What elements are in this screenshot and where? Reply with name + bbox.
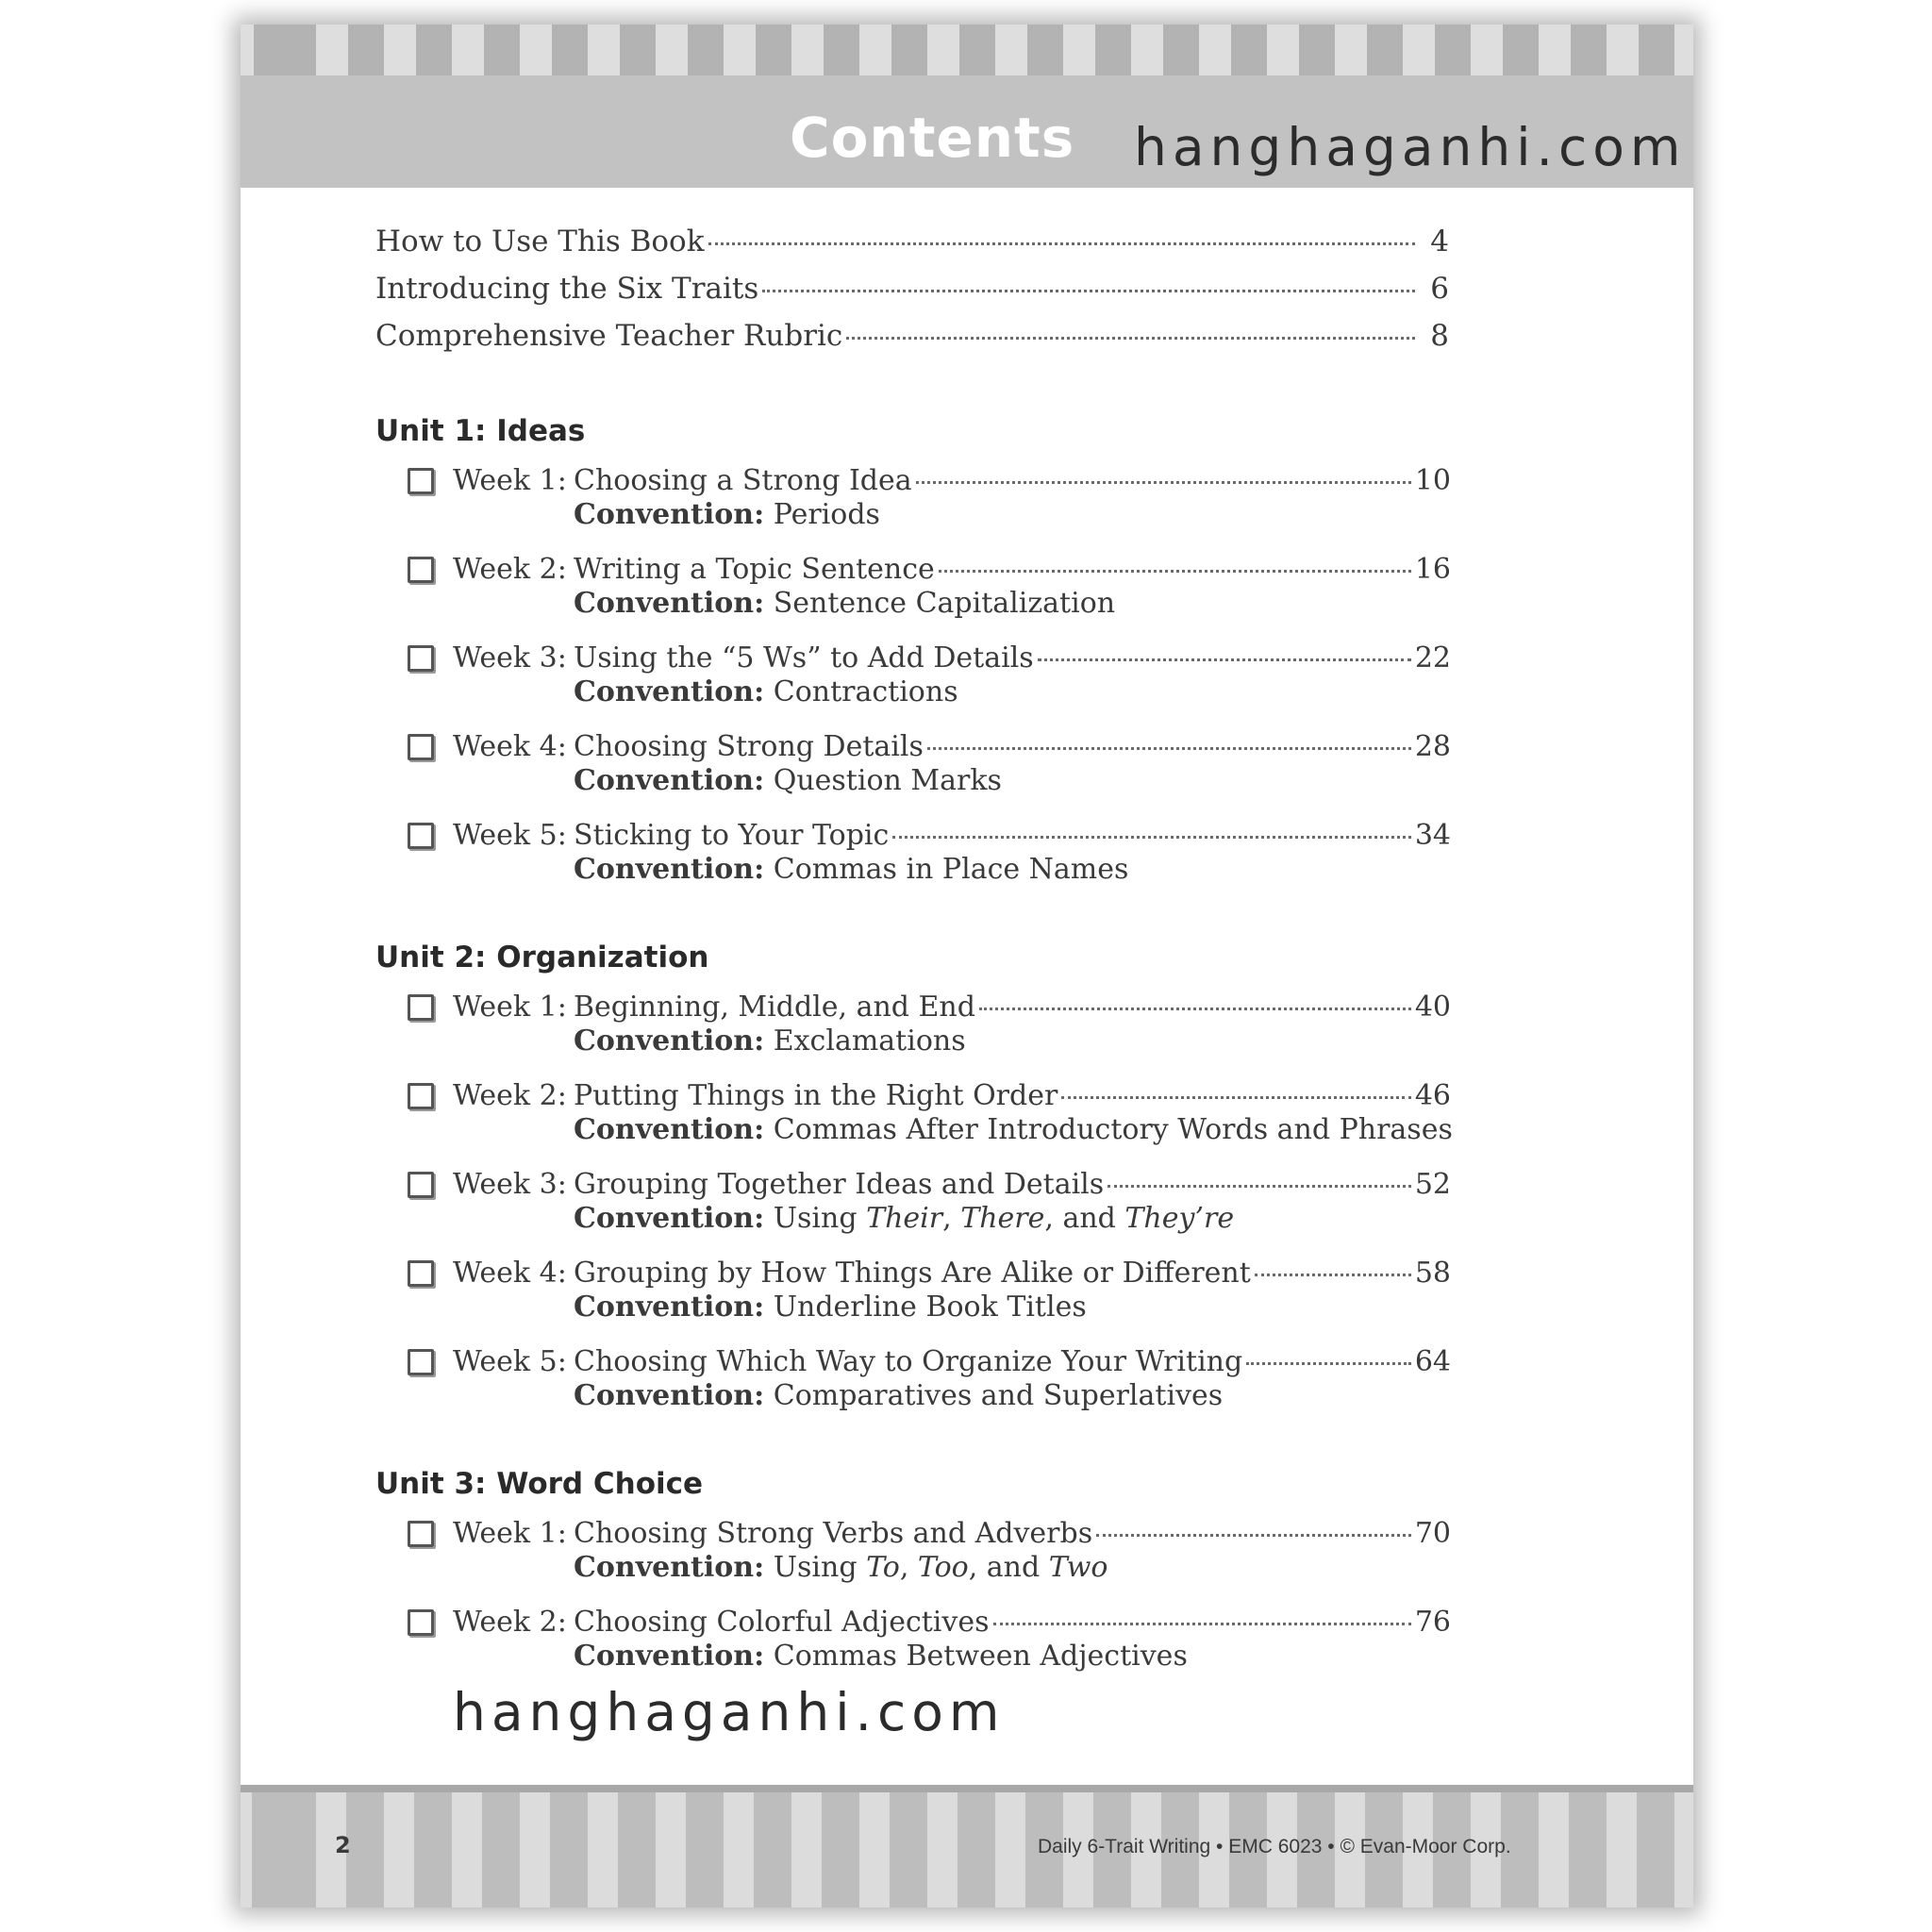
toc-entry-page: 8: [1430, 319, 1449, 353]
week-entry: [375, 1162, 1451, 1251]
convention-line: [574, 587, 1115, 620]
convention-label: Convention:: [574, 1379, 765, 1412]
toc-entry-title: Introducing the Six Traits: [375, 272, 759, 306]
convention-text-part: ,: [942, 1202, 961, 1235]
footer-credit: Daily 6-Trait Writing • EMC 6023 • © Evan-Moor Corp.: [1038, 1836, 1511, 1857]
week-title: Choosing Which Way to Organize Your Writing: [574, 1345, 1243, 1378]
convention-label: Convention:: [574, 675, 765, 708]
dot-leader: [846, 337, 1415, 340]
week-title: Writing a Topic Sentence: [574, 553, 935, 586]
convention-line: [574, 1024, 966, 1058]
convention-line: [574, 1113, 1453, 1146]
week-label: Week 5:: [453, 819, 567, 852]
week-label: Week 2:: [453, 1606, 567, 1639]
toc-entry-title: Comprehensive Teacher Rubric: [375, 319, 843, 353]
convention-line: [574, 498, 880, 531]
week-checkbox[interactable]: [408, 1349, 434, 1375]
convention-italic-word: They’re: [1124, 1202, 1235, 1235]
convention-line: [574, 1379, 1223, 1412]
week-checkbox[interactable]: [408, 994, 434, 1021]
footer-page-number: 2: [335, 1832, 351, 1858]
convention-text: Question Marks: [773, 764, 1002, 797]
document-page: [241, 25, 1693, 1907]
week-title: Using the “5 Ws” to Add Details: [574, 641, 1034, 675]
convention-text-part: Using: [773, 1551, 867, 1584]
week-title: Choosing a Strong Idea: [574, 464, 912, 497]
dot-leader: [979, 1008, 1411, 1010]
week-label: Week 1:: [453, 1517, 567, 1550]
convention-text: Commas Between Adjectives: [773, 1640, 1188, 1673]
week-page: 52: [1414, 1168, 1451, 1201]
convention-line: [574, 1291, 1087, 1324]
convention-label: Convention:: [574, 1291, 765, 1324]
convention-label: Convention:: [574, 764, 765, 797]
week-page: 64: [1414, 1345, 1451, 1378]
dot-leader: [939, 570, 1411, 573]
dot-leader: [916, 481, 1411, 484]
dot-leader: [708, 242, 1415, 245]
convention-label: Convention:: [574, 587, 765, 620]
week-entry: [375, 1074, 1451, 1162]
week-entry: [375, 547, 1451, 636]
convention-italic-word: There: [960, 1202, 1045, 1235]
week-title: Putting Things in the Right Order: [574, 1079, 1058, 1112]
convention-label: Convention:: [574, 1113, 765, 1146]
week-entry: [375, 1511, 1451, 1600]
convention-label: Convention:: [574, 1551, 765, 1584]
week-page: 22: [1414, 641, 1451, 675]
dot-leader: [993, 1623, 1412, 1625]
week-page: 70: [1414, 1517, 1451, 1550]
dot-leader: [1108, 1185, 1411, 1188]
convention-italic-word: Their: [866, 1202, 943, 1235]
week-page: 10: [1414, 464, 1451, 497]
week-label: Week 2:: [453, 1079, 567, 1112]
watermark-bottom: hanghaganhi.com: [453, 1682, 1006, 1742]
toc-entry[interactable]: [375, 225, 1449, 272]
unit-heading: Unit 3: Word Choice: [375, 1467, 704, 1501]
dot-leader: [762, 290, 1415, 292]
week-checkbox[interactable]: [408, 734, 434, 760]
dot-leader: [1096, 1534, 1411, 1537]
convention-text: Exclamations: [773, 1024, 966, 1058]
toc-entry[interactable]: [375, 272, 1449, 319]
convention-line: [574, 764, 1002, 797]
unit-heading: Unit 1: Ideas: [375, 414, 586, 448]
week-checkbox[interactable]: [408, 1083, 434, 1109]
week-checkbox[interactable]: [408, 1260, 434, 1287]
week-checkbox[interactable]: [408, 557, 434, 583]
week-title: Beginning, Middle, and End: [574, 991, 975, 1024]
week-checkbox[interactable]: [408, 468, 434, 494]
unit-heading: Unit 2: Organization: [375, 941, 709, 974]
week-entry: [375, 813, 1451, 902]
week-checkbox[interactable]: [408, 1521, 434, 1547]
week-label: Week 4:: [453, 1257, 567, 1290]
week-entry: [375, 636, 1451, 724]
week-entry: [375, 1251, 1451, 1340]
week-title: Grouping by How Things Are Alike or Different: [574, 1257, 1251, 1290]
convention-text: [774, 1551, 1108, 1584]
convention-italic-word: Two: [1048, 1551, 1108, 1584]
week-page: 28: [1414, 730, 1451, 763]
week-checkbox[interactable]: [408, 1609, 434, 1636]
week-page: 34: [1414, 819, 1451, 852]
week-checkbox[interactable]: [408, 645, 434, 672]
week-entry: [375, 985, 1451, 1074]
convention-text: Commas in Place Names: [773, 853, 1129, 886]
convention-text: Periods: [773, 498, 880, 531]
week-entry: [375, 1340, 1451, 1428]
week-page: 40: [1414, 991, 1451, 1024]
week-title: Grouping Together Ideas and Details: [574, 1168, 1105, 1201]
week-checkbox[interactable]: [408, 823, 434, 849]
convention-text: Comparatives and Superlatives: [773, 1379, 1224, 1412]
convention-line: [574, 675, 958, 708]
week-title: Choosing Strong Details: [574, 730, 924, 763]
week-checkbox[interactable]: [408, 1172, 434, 1198]
convention-text-part: , and: [1044, 1202, 1125, 1235]
dot-leader: [1255, 1274, 1411, 1276]
header-stripes: [241, 25, 1693, 75]
convention-line: [574, 853, 1128, 886]
convention-text: Commas After Introductory Words and Phrases: [773, 1113, 1453, 1146]
dot-leader: [892, 836, 1411, 839]
convention-label: Convention:: [574, 853, 765, 886]
convention-line: [574, 1202, 1234, 1235]
watermark-top: hanghaganhi.com: [1134, 117, 1687, 177]
dot-leader: [1061, 1096, 1411, 1099]
week-entry: [375, 1600, 1451, 1689]
toc-entry-page: 6: [1430, 272, 1449, 306]
table-of-contents: [375, 225, 1489, 1689]
convention-text: Contractions: [773, 675, 958, 708]
convention-text-part: Using: [773, 1202, 867, 1235]
convention-text: [774, 1202, 1234, 1235]
week-label: Week 4:: [453, 730, 567, 763]
week-title: Choosing Colorful Adjectives: [574, 1606, 990, 1639]
toc-entry-page: 4: [1430, 225, 1449, 258]
convention-italic-word: Too: [917, 1551, 969, 1584]
convention-text-part: ,: [899, 1551, 918, 1584]
convention-text: Underline Book Titles: [773, 1291, 1087, 1324]
page-title: Contents: [790, 106, 1075, 170]
dot-leader: [927, 747, 1411, 750]
week-label: Week 3:: [453, 1168, 567, 1201]
toc-entry[interactable]: [375, 319, 1449, 366]
week-page: 76: [1414, 1606, 1451, 1639]
week-page: 46: [1414, 1079, 1451, 1112]
week-page: 58: [1414, 1257, 1451, 1290]
convention-text: Sentence Capitalization: [773, 587, 1116, 620]
week-entry: [375, 724, 1451, 813]
footer-shade: [241, 1785, 1693, 1792]
week-label: Week 1:: [453, 991, 567, 1024]
week-label: Week 5:: [453, 1345, 567, 1378]
week-entry: [375, 458, 1451, 547]
convention-line: [574, 1640, 1188, 1673]
footer-band: [241, 1785, 1693, 1907]
week-label: Week 2:: [453, 553, 567, 586]
convention-label: Convention:: [574, 498, 765, 531]
convention-label: Convention:: [574, 1024, 765, 1058]
week-label: Week 3:: [453, 641, 567, 675]
week-title: Choosing Strong Verbs and Adverbs: [574, 1517, 1093, 1550]
convention-label: Convention:: [574, 1202, 765, 1235]
dot-leader: [1038, 658, 1411, 661]
convention-line: [574, 1551, 1108, 1584]
convention-text-part: , and: [968, 1551, 1049, 1584]
week-title: Sticking to Your Topic: [574, 819, 890, 852]
week-page: 16: [1414, 553, 1451, 586]
week-label: Week 1:: [453, 464, 567, 497]
convention-italic-word: To: [866, 1551, 900, 1584]
dot-leader: [1246, 1362, 1411, 1365]
convention-label: Convention:: [574, 1640, 765, 1673]
toc-entry-title: How to Use This Book: [375, 225, 705, 258]
